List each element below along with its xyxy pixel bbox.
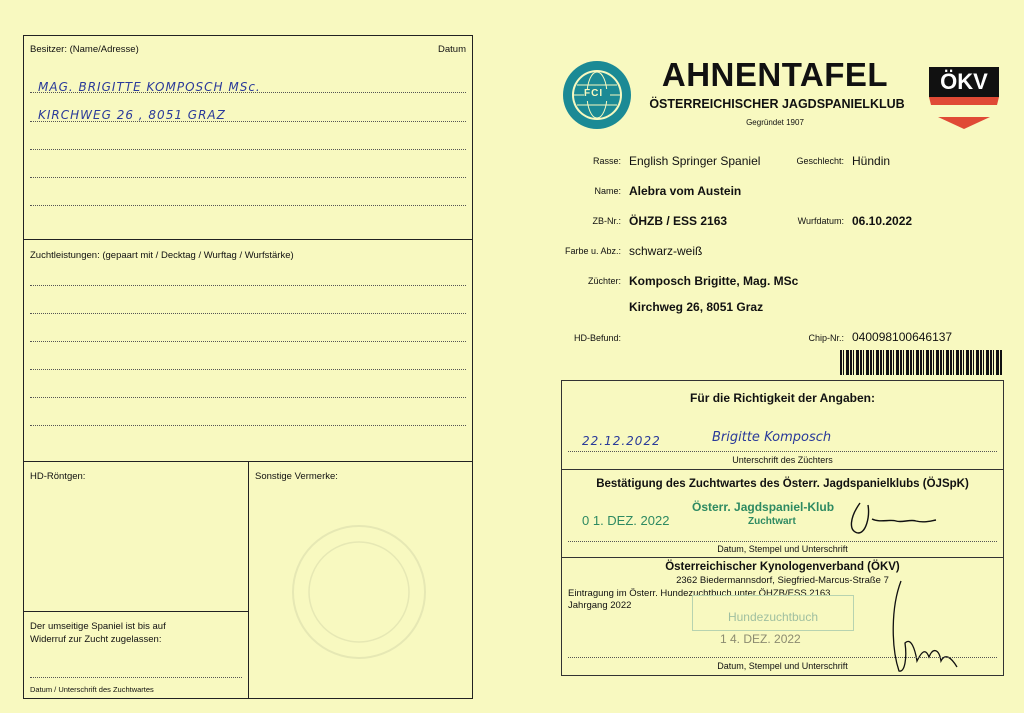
hd-xray-box — [23, 461, 249, 612]
breed-label: Rasse: — [592, 156, 621, 166]
divider — [562, 469, 1003, 470]
okv-entry: Eintragung im Österr. Hundezuchtbuch unter ÖHZB/ESS 2163 — [568, 588, 831, 599]
breed-value: English Springer Spaniel — [629, 154, 761, 168]
okv-registry-stamp — [692, 595, 854, 631]
okv-address: 2362 Biedermannsdorf, Siegfried-Marcus-Straße 7 — [676, 575, 889, 586]
confirmation-heading: Bestätigung des Zuchtwartes des Österr. Jagdspanielklubs (ÖJSpK) — [596, 478, 969, 490]
zuchtwart-stamp-role: Zuchtwart — [748, 516, 796, 527]
other-notes-label: Sonstige Vermerke: — [255, 471, 338, 482]
zuchtwart-stamp-club: Österr. Jagdspaniel-Klub — [692, 500, 835, 514]
birth-label: Wurfdatum: — [797, 216, 844, 226]
okv-heading: Österreichischer Kynologenverband (ÖKV) — [665, 561, 900, 573]
breeding-approval-box — [23, 611, 249, 699]
dotted-line — [30, 677, 242, 678]
okv-signature-label: Datum, Stempel und Unterschrift — [717, 661, 848, 671]
approval-text-line2: Widerruf zur Zucht zugelassen: — [30, 634, 162, 645]
sex-label: Geschlecht: — [796, 156, 844, 166]
okv-stamp-date: 1 4. DEZ. 2022 — [720, 632, 801, 646]
other-notes-box — [248, 461, 473, 699]
name-value: Alebra vom Austein — [629, 184, 742, 198]
chip-label: Chip-Nr.: — [808, 333, 844, 343]
chip-value: 040098100646137 — [852, 330, 953, 344]
chip-barcode — [840, 350, 1003, 375]
color-label: Farbe u. Abz.: — [564, 246, 621, 256]
breeder-address: Kirchweg 26, 8051 Graz — [629, 300, 764, 314]
owner-name-handwritten: MAG. BRIGITTE KOMPOSCH MSc. — [38, 80, 261, 94]
dotted-line — [30, 285, 466, 286]
breeder-signature-label: Unterschrift des Züchters — [732, 455, 833, 465]
breeder-value: Komposch Brigitte, Mag. MSc — [629, 274, 799, 288]
dotted-line — [30, 177, 466, 178]
zuchtwart-signature — [840, 497, 940, 537]
breeding-box — [23, 239, 473, 462]
dotted-line — [30, 92, 466, 93]
founded-year: Gegründet 1907 — [746, 118, 804, 127]
okv-logo — [929, 67, 999, 129]
hd-finding-label: HD-Befund: — [573, 333, 621, 343]
zb-value: ÖHZB / ESS 2163 — [629, 214, 728, 228]
certification-box — [561, 380, 1004, 676]
zuchtwart-stamp-date: 0 1. DEZ. 2022 — [582, 513, 670, 528]
approval-text-line1: Der umseitige Spaniel ist bis auf — [30, 621, 166, 632]
birth-value: 06.10.2022 — [852, 214, 913, 228]
dotted-line — [30, 205, 466, 206]
hd-xray-label: HD-Röntgen: — [30, 471, 86, 482]
dotted-line — [30, 341, 466, 342]
divider — [562, 557, 1003, 558]
dotted-line — [568, 541, 997, 542]
dotted-line — [30, 149, 466, 150]
club-name: ÖSTERREICHISCHER JAGDSPANIELKLUB — [649, 97, 905, 111]
dotted-line — [30, 369, 466, 370]
name-label: Name: — [594, 186, 621, 196]
breeding-label: Zuchtleistungen: (gepaart mit / Decktag / Wurftag / Wurfstärke) — [30, 250, 294, 261]
breeder-signature: Brigitte Komposch — [712, 430, 832, 445]
confirmation-signature-label: Datum, Stempel und Unterschrift — [717, 544, 848, 554]
breeder-label: Züchter: — [587, 276, 621, 286]
owner-address-handwritten: KIRCHWEG 26 , 8051 GRAZ — [38, 108, 226, 122]
breeder-sign-date: 22.12.2022 — [582, 434, 661, 448]
faint-embossed-seal — [289, 522, 429, 662]
owner-box — [23, 35, 473, 240]
approval-signature-label: Datum / Unterschrift des Zuchtwartes — [30, 685, 154, 694]
okv-shield-icon — [929, 97, 999, 129]
certification-heading: Für die Richtigkeit der Angaben: — [690, 391, 875, 405]
okv-year: Jahrgang 2022 — [568, 600, 632, 611]
sex-value: Hündin — [852, 154, 891, 168]
dotted-line — [568, 657, 997, 658]
dotted-line — [30, 425, 466, 426]
fci-label: FCI — [584, 88, 604, 99]
dotted-line — [30, 121, 466, 122]
document-title: AHNENTAFEL — [661, 56, 889, 93]
okv-stamp-text: Hundezuchtbuch — [727, 610, 819, 624]
okv-logo-text: ÖKV — [940, 69, 988, 94]
dotted-line — [30, 397, 466, 398]
color-value: schwarz-weiß — [629, 244, 703, 258]
owner-label: Besitzer: (Name/Adresse) — [30, 44, 139, 55]
zb-label: ZB-Nr.: — [592, 216, 621, 226]
date-label: Datum — [438, 44, 466, 55]
dotted-line — [30, 313, 466, 314]
dotted-line — [568, 451, 997, 452]
